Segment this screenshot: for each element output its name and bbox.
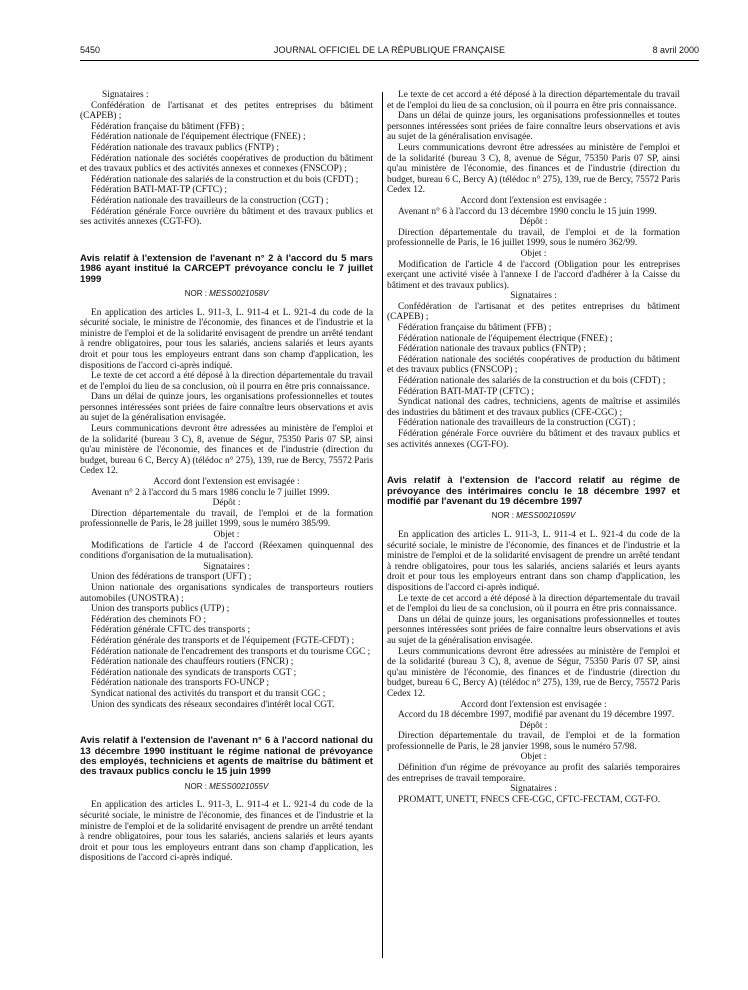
list-item: Fédération nationale des sociétés coopératives de production du bâtiment et des travaux publics et des activités annexes et connexes (FNSCOP) ; bbox=[80, 153, 373, 175]
journal-title: JOURNAL OFFICIEL DE LA RÉPUBLIQUE FRANÇAISE bbox=[273, 45, 506, 55]
objet-label: Objet : bbox=[520, 752, 547, 763]
paragraph: Le texte de cet accord a été déposé à la direction départementale du travail et de l'emploi du lieu de sa conclusion, où il pourra en être pris connaissance. bbox=[387, 593, 680, 615]
list-item: Fédération BATI-MAT-TP (CFTC) ; bbox=[398, 386, 535, 397]
list-item: Fédération française du bâtiment (FFB) ; bbox=[91, 121, 245, 132]
list-item: Fédération nationale des transports FO-UNCP ; bbox=[91, 678, 270, 689]
list-item: Union des transports publics (UTP) ; bbox=[91, 604, 230, 615]
list-item: Confédération de l'artisanat et des petites entreprises du bâtiment (CAPEB) ; bbox=[387, 301, 680, 323]
list-item: Fédération générale des transports et de l'équipement (FGTE-CFDT) ; bbox=[91, 635, 355, 646]
list-item: Fédération des cheminots FO ; bbox=[91, 614, 207, 625]
list-item: Fédération nationale des salariés de la construction et du bois (CFDT) ; bbox=[91, 174, 359, 185]
paragraph: Dans un délai de quinze jours, les organisations professionnelles et toutes personnes intéressées sont priées de faire connaître leurs observations et avis au sujet de la généralisation envisagée. bbox=[387, 614, 680, 646]
notice-title: Avis relatif à l'extension de l'accord relatif au régime de prévoyance des intérimaires conclu le 18 décembre 1997 et modifié par l'avenant du 19 décembre 1997 bbox=[387, 475, 680, 507]
column-divider bbox=[382, 92, 383, 958]
list-item: Fédération française du bâtiment (FFB) ; bbox=[398, 323, 552, 334]
nor-code: MESS0021055V bbox=[209, 781, 269, 791]
nor-label: NOR : bbox=[491, 511, 514, 521]
paragraph: Dans un délai de quinze jours, les organisations professionnelles et toutes personnes intéressées sont priées de faire connaître leurs observations et avis au sujet de la généralisation envisagée. bbox=[80, 392, 373, 424]
list-item: Fédération générale Force ouvrière du bâtiment et des travaux publics et ses activités annexes (CGT-FO). bbox=[80, 206, 373, 228]
nor-reference bbox=[387, 511, 680, 522]
depot-label: Dépôt : bbox=[212, 498, 241, 509]
objet-label: Objet : bbox=[520, 248, 547, 259]
objet-text: Modifications de l'article 4 de l'accord (Réexamen quinquennal des conditions d'organisation de la mutualisation). bbox=[80, 540, 373, 562]
paragraph: Leurs communications devront être adressées au ministère de l'emploi et de la solidarité (bureau 3 C), 8, avenue de Ségur, 75350 Paris 07 SP, ainsi qu'au ministère de l'économie, des finances et de l'industrie (direction du budget, bureau 6 C, Bercy A) (télédoc n° 275), 139, rue de Bercy, 75572 Paris Cedex 12. bbox=[80, 424, 373, 477]
signataires-list bbox=[387, 302, 680, 450]
list-item: Fédération nationale des sociétés coopératives de production du bâtiment et des travaux publics (FNSCOP) ; bbox=[387, 354, 680, 376]
paragraph: En application des articles L. 911-3, L. 911-4 et L. 921-4 du code de la sécurité sociale, le ministre de l'économie, des finances et de l'industrie et la ministre de l'emploi et de la solidarité envisagent de prendre un arrêté tendant à rendre obligatoires, pour tous les salariés, anciens salariés et leurs ayants droit et pour tous les employeurs entrant dans son champ d'application, les dispositions de l'accord ci-après indiqué. bbox=[80, 800, 373, 864]
depot-text: Direction départementale du travail, de l'emploi et de la formation professionnelle de Paris, le 16 juillet 1999, sous le numéro 362/99. bbox=[387, 227, 680, 249]
objet-text: Modification de l'article 4 de l'accord (Obligation pour les entreprises exerçant une activité visée à l'annexe I de l'accord d'adhérer à la Caisse du bâtiment et des travaux publics). bbox=[387, 259, 680, 291]
nor-reference bbox=[80, 782, 373, 793]
objet-label: Objet : bbox=[213, 530, 240, 540]
list-item: Fédération BATI-MAT-TP (CFTC) ; bbox=[91, 185, 228, 196]
accord-label: Accord dont l'extension est envisagée : bbox=[460, 195, 607, 206]
accord-text: Accord du 18 décembre 1997, modifié par avenant du 19 décembre 1997. bbox=[398, 710, 675, 721]
accord-text: Avenant n° 2 à l'accord du 5 mars 1986 conclu le 7 juillet 1999. bbox=[91, 487, 330, 498]
signataires-label: Signataires : bbox=[510, 784, 557, 795]
nor-code: MESS0021058V bbox=[209, 288, 269, 298]
depot-label: Dépôt : bbox=[519, 720, 548, 731]
page-number: 5450 bbox=[80, 45, 101, 55]
signataires-list bbox=[80, 572, 373, 710]
paragraph: En application des articles L. 911-3, L. 911-4 et L. 921-4 du code de la sécurité sociale, le ministre de l'économie, des finances et de l'industrie et la ministre de l'emploi et de la solidarité envisagent de prendre un arrêté tendant à rendre obligatoires, pour tous les salariés, anciens salariés et leurs ayants droit et pour tous les employeurs entrant dans son champ d'application, les dispositions de l'accord ci-après indiqué. bbox=[387, 530, 680, 593]
list-item: Confédération de l'artisanat et des petites entreprises du bâtiment (CAPEB) ; bbox=[80, 100, 373, 122]
page-header bbox=[80, 45, 699, 59]
nor-label: NOR : bbox=[184, 781, 207, 791]
paragraph: Dans un délai de quinze jours, les organisations professionnelles et toutes personnes intéressées sont priées de faire connaître leurs observations et avis au sujet de la généralisation envisagée. bbox=[387, 111, 680, 143]
list-item: Syndicat national des cadres, techniciens, agents de maîtrise et assimilés des industries du bâtiment et des travaux publics (CFE-CGC) ; bbox=[387, 397, 680, 418]
signataires-label: Signataires : bbox=[203, 561, 250, 572]
list-item: Syndicat national des activités du transport et du transit CGC ; bbox=[91, 688, 326, 699]
paragraph: Le texte de cet accord a été déposé à la direction départementale du travail et de l'emploi du lieu de sa conclusion, où il pourra en être pris connaissance. bbox=[387, 90, 680, 111]
signataires-label: Signataires : bbox=[510, 291, 557, 302]
objet-text: Définition d'un régime de prévoyance au profit des salariés temporaires des entreprises de travail temporaire. bbox=[387, 763, 680, 784]
list-item: Union des fédérations de transport (UFT) ; bbox=[91, 572, 252, 583]
depot-text: Direction départementale du travail, de l'emploi et de la formation professionnelle de Paris, le 28 juillet 1999, sous le numéro 385/99. bbox=[80, 508, 373, 530]
list-item: Fédération nationale des travailleurs de la construction (CGT) ; bbox=[91, 195, 329, 206]
list-item: Union des syndicats des réseaux secondaires d'intérêt local CGT. bbox=[91, 699, 335, 710]
depot-label: Dépôt : bbox=[519, 217, 548, 228]
list-item: Fédération nationale des travailleurs de la construction (CGT) ; bbox=[398, 418, 636, 429]
list-item: Fédération nationale de l'encadrement des transports et du tourisme CGC ; bbox=[91, 646, 371, 657]
list-item: Fédération nationale des travaux publics (FNTP) ; bbox=[91, 142, 279, 153]
list-item: Fédération nationale des syndicats de transports CGT ; bbox=[91, 667, 297, 678]
left-column bbox=[80, 90, 373, 864]
list-item: Union nationale des organisations syndicales de transporteurs routiers automobiles (UNOSTRA) ; bbox=[80, 582, 373, 604]
list-item: Fédération nationale des salariés de la construction et du bois (CFDT) ; bbox=[398, 376, 666, 387]
list-item: Fédération nationale des chauffeurs routiers (FNCR) ; bbox=[91, 657, 294, 668]
notice-title: Avis relatif à l'extension de l'avenant n° 2 à l'accord du 5 mars 1986 ayant institué la CARCEPT prévoyance conclu le 7 juillet 1999 bbox=[80, 252, 373, 285]
list-item: Fédération générale Force ouvrière du bâtiment et des travaux publics et ses activités annexes (CGT-FO). bbox=[387, 429, 680, 450]
signataires-text: PROMATT, UNETT, FNECS CFE-CGC, CFTC-FECTAM, CGT-FO. bbox=[398, 794, 661, 805]
list-item: Fédération générale CFTC des transports ; bbox=[91, 625, 251, 636]
signataires-list bbox=[80, 101, 373, 228]
list-item: Fédération nationale des travaux publics (FNTP) ; bbox=[398, 344, 586, 355]
list-item: Fédération nationale de l'équipement électrique (FNEE) ; bbox=[398, 333, 613, 344]
list-item: Fédération nationale de l'équipement électrique (FNEE) ; bbox=[91, 132, 306, 143]
paragraph: En application des articles L. 911-3, L. 911-4 et L. 921-4 du code de la sécurité sociale, le ministre de l'économie, des finances et de l'industrie et la ministre de l'emploi et de la solidarité envisagent de prendre un arrêté tendant à rendre obligatoires, pour tous les salariés, anciens salariés et leurs ayants droit et pour tous les employeurs entrant dans son champ d'application, les dispositions de l'accord ci-après indiqué. bbox=[80, 307, 373, 371]
paragraph: Leurs communications devront être adressées au ministère de l'emploi et de la solidarité (bureau 3 C), 8, avenue de Ségur, 75350 Paris 07 SP, ainsi qu'au ministère de l'économie, des finances et de l'industrie (direction du budget, bureau 6 C, Bercy A) (télédoc n° 275), 139, rue de Bercy, 75572 Paris Cedex 12. bbox=[387, 142, 680, 196]
notice-title: Avis relatif à l'extension de l'avenant n° 6 à l'accord national du 13 décembre 1990 instituant le régime national de prévoyance des employés, techniciens et agents de maîtrise du bâtiment et des travaux publics conclu le 15 juin 1999 bbox=[80, 735, 373, 778]
paragraph: Le texte de cet accord a été déposé à la direction départementale du travail et de l'emploi du lieu de sa conclusion, où il pourra en être pris connaissance. bbox=[80, 371, 373, 392]
accord-label: Accord dont l'extension est envisagée : bbox=[460, 699, 607, 710]
header-rule bbox=[80, 60, 699, 61]
signataires-label: Signataires : bbox=[102, 90, 149, 100]
depot-text: Direction départementale du travail, de l'emploi et de la formation professionnelle de Paris, le 28 janvier 1998, sous le numéro 57/98. bbox=[387, 731, 680, 752]
nor-code: MESS0021059V bbox=[516, 511, 576, 521]
accord-text: Avenant n° 6 à l'accord du 13 décembre 1990 conclu le 15 juin 1999. bbox=[398, 206, 657, 217]
paragraph: Leurs communications devront être adressées au ministère de l'emploi et de la solidarité (bureau 3 C), 8, avenue de Ségur, 75350 Paris 07 SP, ainsi qu'au ministère de l'économie, des finances et de l'industrie (direction du budget, bureau 6 C, Bercy A) (télédoc n° 275), 139, rue de Bercy, 75572 Paris Cedex 12. bbox=[387, 646, 680, 699]
accord-label: Accord dont l'extension est envisagée : bbox=[153, 477, 300, 488]
right-column bbox=[387, 90, 680, 805]
issue-date: 8 avril 2000 bbox=[652, 45, 699, 55]
nor-reference bbox=[80, 289, 373, 300]
nor-label: NOR : bbox=[184, 288, 207, 298]
